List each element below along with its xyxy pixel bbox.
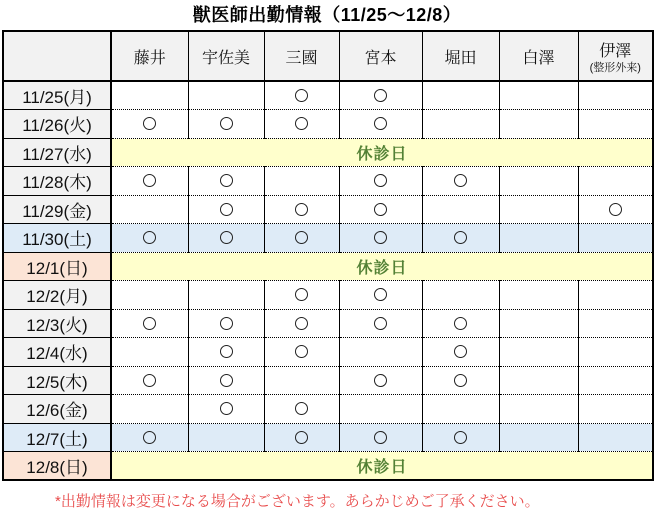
attendance-mark-cell — [339, 195, 422, 224]
empty-cell — [499, 281, 578, 310]
empty-cell — [111, 281, 188, 310]
table-row — [3, 195, 653, 224]
circle-mark-icon — [374, 174, 387, 187]
footnote-text: *出勤情報は変更になる場合がございます。あらかじめご了承ください。 — [55, 493, 540, 510]
empty-cell — [339, 395, 422, 424]
attendance-mark-cell — [422, 224, 499, 253]
schedule-table — [2, 30, 654, 481]
attendance-mark-cell — [339, 224, 422, 253]
empty-cell — [499, 366, 578, 395]
empty-cell — [188, 81, 264, 110]
attendance-mark-cell — [111, 110, 188, 139]
empty-cell — [578, 366, 653, 395]
circle-mark-icon — [295, 431, 308, 444]
col-header-izawa-department: (整形外来) — [589, 62, 641, 74]
corner-cell — [3, 31, 111, 81]
attendance-mark-cell — [339, 423, 422, 452]
circle-mark-icon — [374, 117, 387, 130]
empty-cell — [422, 110, 499, 139]
attendance-mark-cell — [339, 281, 422, 310]
closed-day-cell: 休診日 — [111, 252, 653, 281]
circle-mark-icon — [295, 402, 308, 415]
table-row — [3, 366, 653, 395]
circle-mark-icon — [220, 203, 233, 216]
attendance-mark-cell — [578, 195, 653, 224]
circle-mark-icon — [143, 174, 156, 187]
empty-cell — [422, 81, 499, 110]
date-label: 11/28(木) — [3, 167, 111, 196]
circle-mark-icon — [295, 89, 308, 102]
date-label: 11/25(月) — [3, 81, 111, 110]
attendance-mark-cell — [264, 81, 339, 110]
circle-mark-icon — [374, 374, 387, 387]
empty-cell — [111, 338, 188, 367]
empty-cell — [188, 281, 264, 310]
closed-day-cell: 休診日 — [111, 452, 653, 481]
table-row — [3, 395, 653, 424]
col-header-miyamoto: 宮本 — [339, 31, 422, 81]
empty-cell — [578, 224, 653, 253]
attendance-mark-cell — [188, 395, 264, 424]
date-label: 12/1(日) — [3, 252, 111, 281]
circle-mark-icon — [454, 345, 467, 358]
empty-cell — [111, 81, 188, 110]
circle-mark-icon — [374, 288, 387, 301]
date-label: 12/8(日) — [3, 452, 111, 481]
circle-mark-icon — [295, 345, 308, 358]
circle-mark-icon — [295, 203, 308, 216]
table-row — [3, 138, 653, 167]
empty-cell — [499, 423, 578, 452]
circle-mark-icon — [220, 231, 233, 244]
circle-mark-icon — [143, 231, 156, 244]
table-row — [3, 338, 653, 367]
attendance-mark-cell — [339, 309, 422, 338]
empty-cell — [499, 224, 578, 253]
date-label: 12/5(木) — [3, 366, 111, 395]
date-label: 11/27(水) — [3, 138, 111, 167]
empty-cell — [578, 423, 653, 452]
empty-cell — [422, 395, 499, 424]
circle-mark-icon — [295, 117, 308, 130]
empty-cell — [422, 281, 499, 310]
date-label: 12/6(金) — [3, 395, 111, 424]
table-row — [3, 452, 653, 481]
attendance-mark-cell — [264, 110, 339, 139]
circle-mark-icon — [220, 117, 233, 130]
attendance-mark-cell — [264, 281, 339, 310]
empty-cell — [499, 167, 578, 196]
circle-mark-icon — [454, 231, 467, 244]
empty-cell — [499, 110, 578, 139]
date-label: 12/7(土) — [3, 423, 111, 452]
empty-cell — [578, 81, 653, 110]
circle-mark-icon — [143, 317, 156, 330]
circle-mark-icon — [143, 431, 156, 444]
date-label: 12/3(火) — [3, 309, 111, 338]
date-label: 12/4(水) — [3, 338, 111, 367]
attendance-mark-cell — [339, 110, 422, 139]
attendance-mark-cell — [111, 224, 188, 253]
circle-mark-icon — [220, 402, 233, 415]
page-title: 獣医師出勤情報（11/25～12/8） — [192, 5, 462, 25]
attendance-mark-cell — [264, 195, 339, 224]
empty-cell — [111, 395, 188, 424]
table-row — [3, 110, 653, 139]
date-label: 11/26(火) — [3, 110, 111, 139]
circle-mark-icon — [454, 431, 467, 444]
attendance-mark-cell — [264, 395, 339, 424]
empty-cell — [422, 195, 499, 224]
date-label: 11/30(土) — [3, 224, 111, 253]
attendance-mark-cell — [188, 338, 264, 367]
date-label: 11/29(金) — [3, 195, 111, 224]
attendance-mark-cell — [188, 309, 264, 338]
circle-mark-icon — [454, 317, 467, 330]
attendance-mark-cell — [111, 423, 188, 452]
attendance-mark-cell — [264, 423, 339, 452]
circle-mark-icon — [374, 89, 387, 102]
attendance-mark-cell — [339, 81, 422, 110]
attendance-mark-cell — [422, 167, 499, 196]
empty-cell — [188, 423, 264, 452]
circle-mark-icon — [454, 374, 467, 387]
attendance-mark-cell — [188, 110, 264, 139]
attendance-mark-cell — [264, 224, 339, 253]
attendance-mark-cell — [111, 167, 188, 196]
empty-cell — [578, 338, 653, 367]
table-row — [3, 81, 653, 110]
circle-mark-icon — [220, 174, 233, 187]
table-row — [3, 167, 653, 196]
attendance-mark-cell — [422, 309, 499, 338]
col-header-mikuni: 三國 — [264, 31, 339, 81]
circle-mark-icon — [609, 203, 622, 216]
attendance-mark-cell — [422, 338, 499, 367]
empty-cell — [264, 366, 339, 395]
empty-cell — [499, 195, 578, 224]
circle-mark-icon — [295, 317, 308, 330]
attendance-mark-cell — [188, 224, 264, 253]
circle-mark-icon — [295, 288, 308, 301]
attendance-mark-cell — [264, 309, 339, 338]
table-row — [3, 281, 653, 310]
empty-cell — [578, 167, 653, 196]
empty-cell — [499, 309, 578, 338]
table-row — [3, 309, 653, 338]
circle-mark-icon — [143, 374, 156, 387]
attendance-mark-cell — [111, 366, 188, 395]
circle-mark-icon — [454, 174, 467, 187]
attendance-mark-cell — [422, 423, 499, 452]
empty-cell — [578, 395, 653, 424]
empty-cell — [499, 395, 578, 424]
table-row — [3, 224, 653, 253]
circle-mark-icon — [220, 345, 233, 358]
attendance-mark-cell — [188, 167, 264, 196]
table-row — [3, 252, 653, 281]
empty-cell — [578, 281, 653, 310]
header-row — [3, 31, 653, 81]
col-header-usami: 宇佐美 — [188, 31, 264, 81]
col-header-shirasawa: 白澤 — [499, 31, 578, 81]
attendance-mark-cell — [264, 338, 339, 367]
col-header-izawa — [578, 31, 653, 81]
attendance-mark-cell — [339, 167, 422, 196]
col-header-izawa-name: 伊澤 — [599, 43, 632, 60]
empty-cell — [264, 167, 339, 196]
empty-cell — [578, 309, 653, 338]
circle-mark-icon — [295, 231, 308, 244]
circle-mark-icon — [374, 231, 387, 244]
col-header-fujii: 藤井 — [111, 31, 188, 81]
closed-day-cell: 休診日 — [111, 138, 653, 167]
attendance-mark-cell — [111, 309, 188, 338]
table-row — [3, 423, 653, 452]
date-label: 12/2(月) — [3, 281, 111, 310]
empty-cell — [111, 195, 188, 224]
circle-mark-icon — [374, 431, 387, 444]
empty-cell — [578, 110, 653, 139]
empty-cell — [499, 338, 578, 367]
attendance-mark-cell — [339, 366, 422, 395]
circle-mark-icon — [374, 203, 387, 216]
empty-cell — [339, 338, 422, 367]
circle-mark-icon — [374, 317, 387, 330]
circle-mark-icon — [220, 317, 233, 330]
circle-mark-icon — [220, 374, 233, 387]
attendance-mark-cell — [188, 195, 264, 224]
attendance-mark-cell — [422, 366, 499, 395]
col-header-hotta: 堀田 — [422, 31, 499, 81]
empty-cell — [499, 81, 578, 110]
attendance-mark-cell — [188, 366, 264, 395]
circle-mark-icon — [143, 117, 156, 130]
